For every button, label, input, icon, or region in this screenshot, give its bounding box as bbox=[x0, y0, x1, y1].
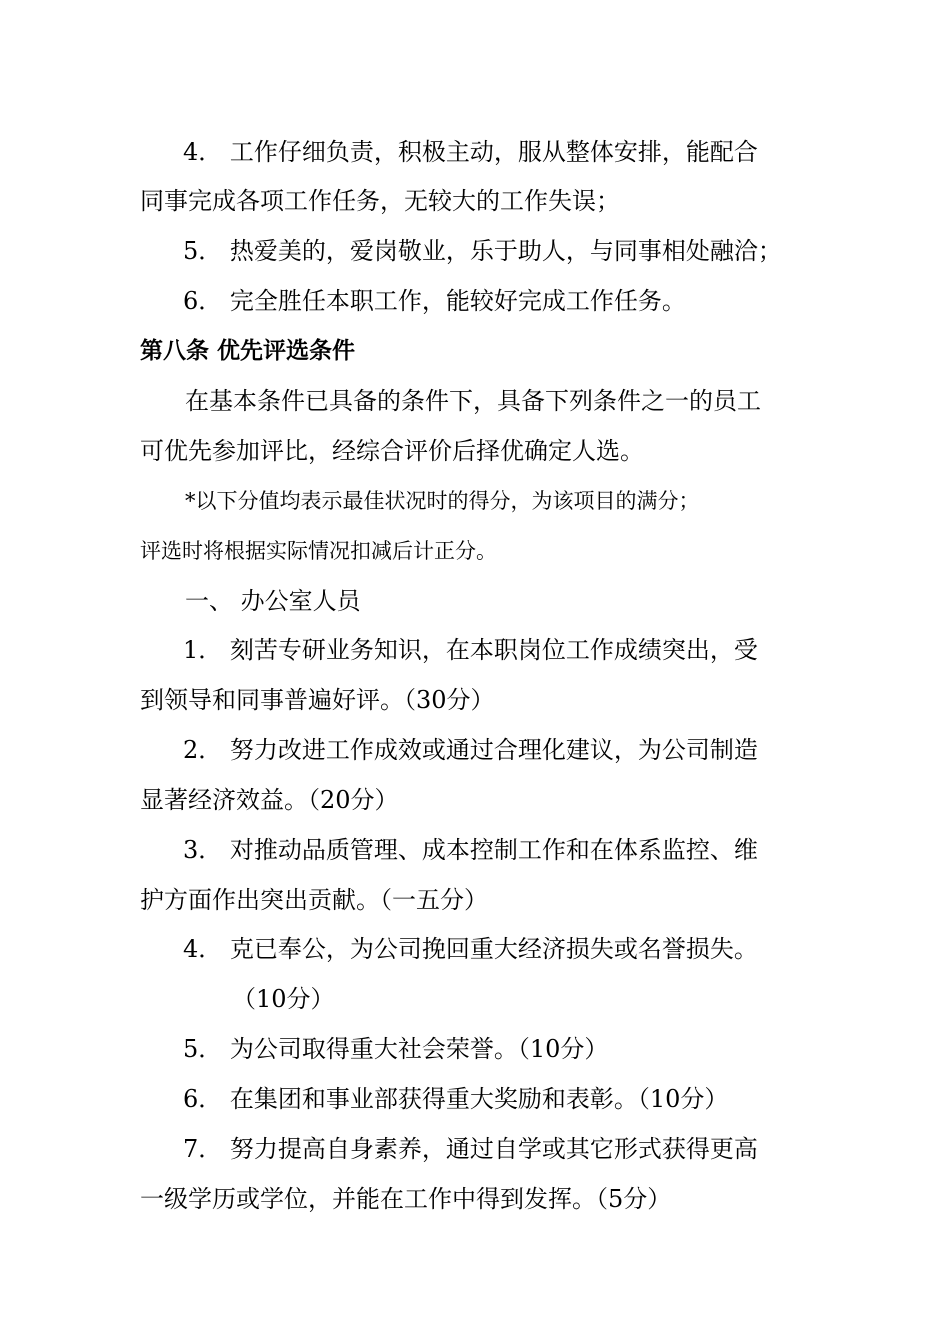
paragraph-line: 2． 努力改进工作成效或通过合理化建议，为公司制造 bbox=[183, 736, 758, 764]
paragraph-line: 1． 刻苦专研业务知识，在本职岗位工作成绩突出，受 bbox=[183, 636, 758, 664]
subsection-heading: 一、 办公室人员 bbox=[185, 587, 361, 615]
paragraph-line: 4． 工作仔细负责，积极主动，服从整体安排，能配合 bbox=[183, 138, 758, 166]
paragraph-line: 6． 在集团和事业部获得重大奖励和表彰。（10分） bbox=[183, 1085, 729, 1113]
paragraph-line: 显著经济效益。（20分） bbox=[140, 786, 399, 814]
paragraph-line: 在基本条件已具备的条件下，具备下列条件之一的员工 bbox=[185, 387, 761, 415]
paragraph-line: 同事完成各项工作任务，无较大的工作失误； bbox=[140, 187, 620, 215]
paragraph-line: （10分） bbox=[232, 985, 335, 1013]
paragraph-line: 到领导和同事普遍好评。（30分） bbox=[140, 686, 495, 714]
paragraph-line: 可优先参加评比，经综合评价后择优确定人选。 bbox=[140, 437, 644, 465]
paragraph-line: 6． 完全胜任本职工作，能较好完成工作任务。 bbox=[183, 287, 686, 315]
paragraph-line: 5． 热爱美的，爱岗敬业，乐于助人，与同事相处融洽； bbox=[183, 237, 782, 265]
paragraph-line: 3． 对推动品质管理、成本控制工作和在体系监控、维 bbox=[183, 836, 758, 864]
paragraph-line: 4． 克已奉公，为公司挽回重大经济损失或名誉损失。 bbox=[183, 935, 758, 963]
paragraph-line: 7． 努力提高自身素养，通过自学或其它形式获得更高 bbox=[183, 1135, 758, 1163]
paragraph-line: 一级学历或学位，并能在工作中得到发挥。（5分） bbox=[140, 1185, 672, 1213]
paragraph-line: 5． 为公司取得重大社会荣誉。（10分） bbox=[183, 1035, 609, 1063]
note-line: 评选时将根据实际情况扣减后计正分。 bbox=[140, 539, 497, 563]
note-line: *以下分值均表示最佳状况时的得分，为该项目的满分； bbox=[185, 489, 700, 513]
section-heading: 第八条 优先评选条件 bbox=[140, 338, 356, 364]
paragraph-line: 护方面作出突出贡献。（一五分） bbox=[140, 886, 488, 914]
